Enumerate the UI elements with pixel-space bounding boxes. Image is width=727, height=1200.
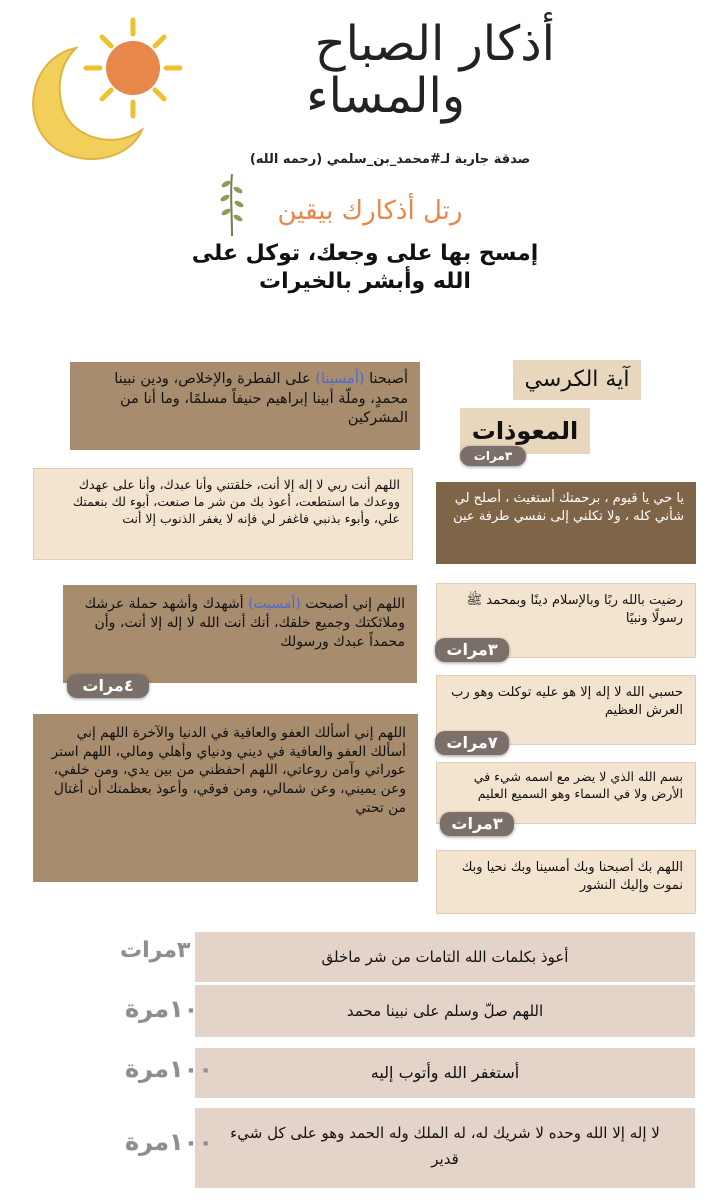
strip-istighfar bbox=[195, 1048, 695, 1098]
card-allahumma-bika: اللهم بك أصبحنا وبك أمسينا وبك نحيا وبك نموت وإليك النشور bbox=[436, 850, 696, 914]
strip-awudhu-count: ٣مرات bbox=[120, 938, 191, 963]
card-fitrah bbox=[70, 362, 420, 450]
muawwidhat-label: المعوذات bbox=[460, 408, 590, 454]
strip-istighfar-count: ١٠٠مرة bbox=[125, 1055, 213, 1083]
strip-istighfar-text: أستغفر الله وأتوب إليه bbox=[370, 1063, 520, 1082]
subtitle: رتل أذكارك بيقين bbox=[277, 196, 463, 226]
card-radeetu: رضيت بالله ربًا وبالإسلام دينًا وبمحمد ﷺ رسولًا ونبيًا bbox=[436, 583, 696, 658]
bismillah-count-badge: ٣مرات bbox=[440, 812, 514, 836]
strip-tahlil-count: ١٠٠مرة bbox=[125, 1128, 213, 1156]
card-fitrah-highlight: (أمسينا) bbox=[315, 371, 365, 387]
page-title bbox=[255, 18, 555, 122]
strip-salah-count: ١٠مرة bbox=[125, 995, 199, 1023]
dedication-text: صدقة جارية لـ#محمد_بن_سلمي (رحمه الله) bbox=[249, 152, 531, 167]
strip-salah bbox=[195, 985, 695, 1037]
strip-tahlil bbox=[195, 1108, 695, 1188]
strip-salah-text: اللهم صلّ وسلم على نبينا محمد bbox=[346, 1002, 544, 1020]
card-ashhaduk-highlight: (أمسيت) bbox=[248, 596, 301, 612]
card-ashhaduk-before: اللهم إني أصبحت bbox=[300, 596, 405, 612]
card-ashhaduk-after: أشهدك وأشهد حملة عرشك وملائكتك وجميع خلقك، أنك أنت الله لا إله إلا أنت، وأن محمداً عبدك ورسولك bbox=[84, 596, 405, 650]
card-hasbiyallah: حسبي الله لا إله إلا هو عليه توكلت وهو رب العرش العظيم bbox=[436, 675, 696, 745]
card-ya-hayy: يا حي يا قيوم ، برحمتك أستغيث ، أصلح لي شأني كله ، ولا تكلني إلى نفسي طرفة عين bbox=[436, 482, 696, 564]
instruction-text: إمسح بها على وجعك، توكل على الله وأبشر بالخيرات bbox=[191, 241, 539, 294]
card-fitrah-after: على الفطرة والإخلاص، ودين نبينا محمدٍ، وملّة أبينا إبراهيم حنيفاً مسلمًا، وما أنا من المشركين bbox=[114, 371, 408, 427]
strip-awudhu-text: أعوذ بكلمات الله التامات من شر ماخلق bbox=[321, 948, 569, 966]
card-fitrah-before: أصبحنا bbox=[364, 371, 408, 387]
title-line-1: أذكار الصباح bbox=[314, 16, 555, 72]
card-sayyid-istighfar: اللهم أنت ربي لا إله إلا أنت، خلقتني وأنا عبدك، وأنا على عهدك ووعدك ما استطعت، أعوذ بك من شر ما صنعت، أبوء لك بنعمتك علي، وأبوء بذنبي فاغفر لي فإنه لا يغفر الذنوب إلا أنت bbox=[33, 468, 413, 560]
card-ashhaduk bbox=[63, 585, 417, 683]
strip-awudhu bbox=[195, 932, 695, 982]
sun-moon-illustration bbox=[18, 10, 188, 170]
sun-icon bbox=[86, 20, 180, 116]
card-bismillah: بسم الله الذي لا يضر مع اسمه شيء في الأرض ولا في السماء وهو السميع العليم bbox=[436, 762, 696, 824]
title-line-2: والمساء bbox=[306, 68, 465, 124]
hasbiyallah-count-badge: ٧مرات bbox=[435, 731, 509, 755]
muawwidhat-count-badge: ٣مرات bbox=[460, 446, 526, 466]
strip-tahlil-text: لا إله إلا الله وحده لا شريك له، له الملك وله الحمد وهو على كل شيء قدير bbox=[230, 1124, 660, 1168]
radeetu-count-badge: ٣مرات bbox=[435, 638, 509, 662]
card-afiyah: اللهم إني أسألك العفو والعافية في الدنيا والآخرة اللهم إني أسألك العفو والعافية في ديني ودنياي وأهلي ومالي، اللهم استر عوراتي وآمن روعاتي، اللهم احفظني من بين يدي، ومن خلفي، وعن يميني، وعن شمالي، ومن فوقي، وأعوذ بعظمتك أن أغتال من تحتي bbox=[33, 714, 418, 882]
ayat-kursi-label: آية الكرسي bbox=[513, 360, 641, 400]
ashhaduk-count-badge: ٤مرات bbox=[67, 674, 149, 698]
